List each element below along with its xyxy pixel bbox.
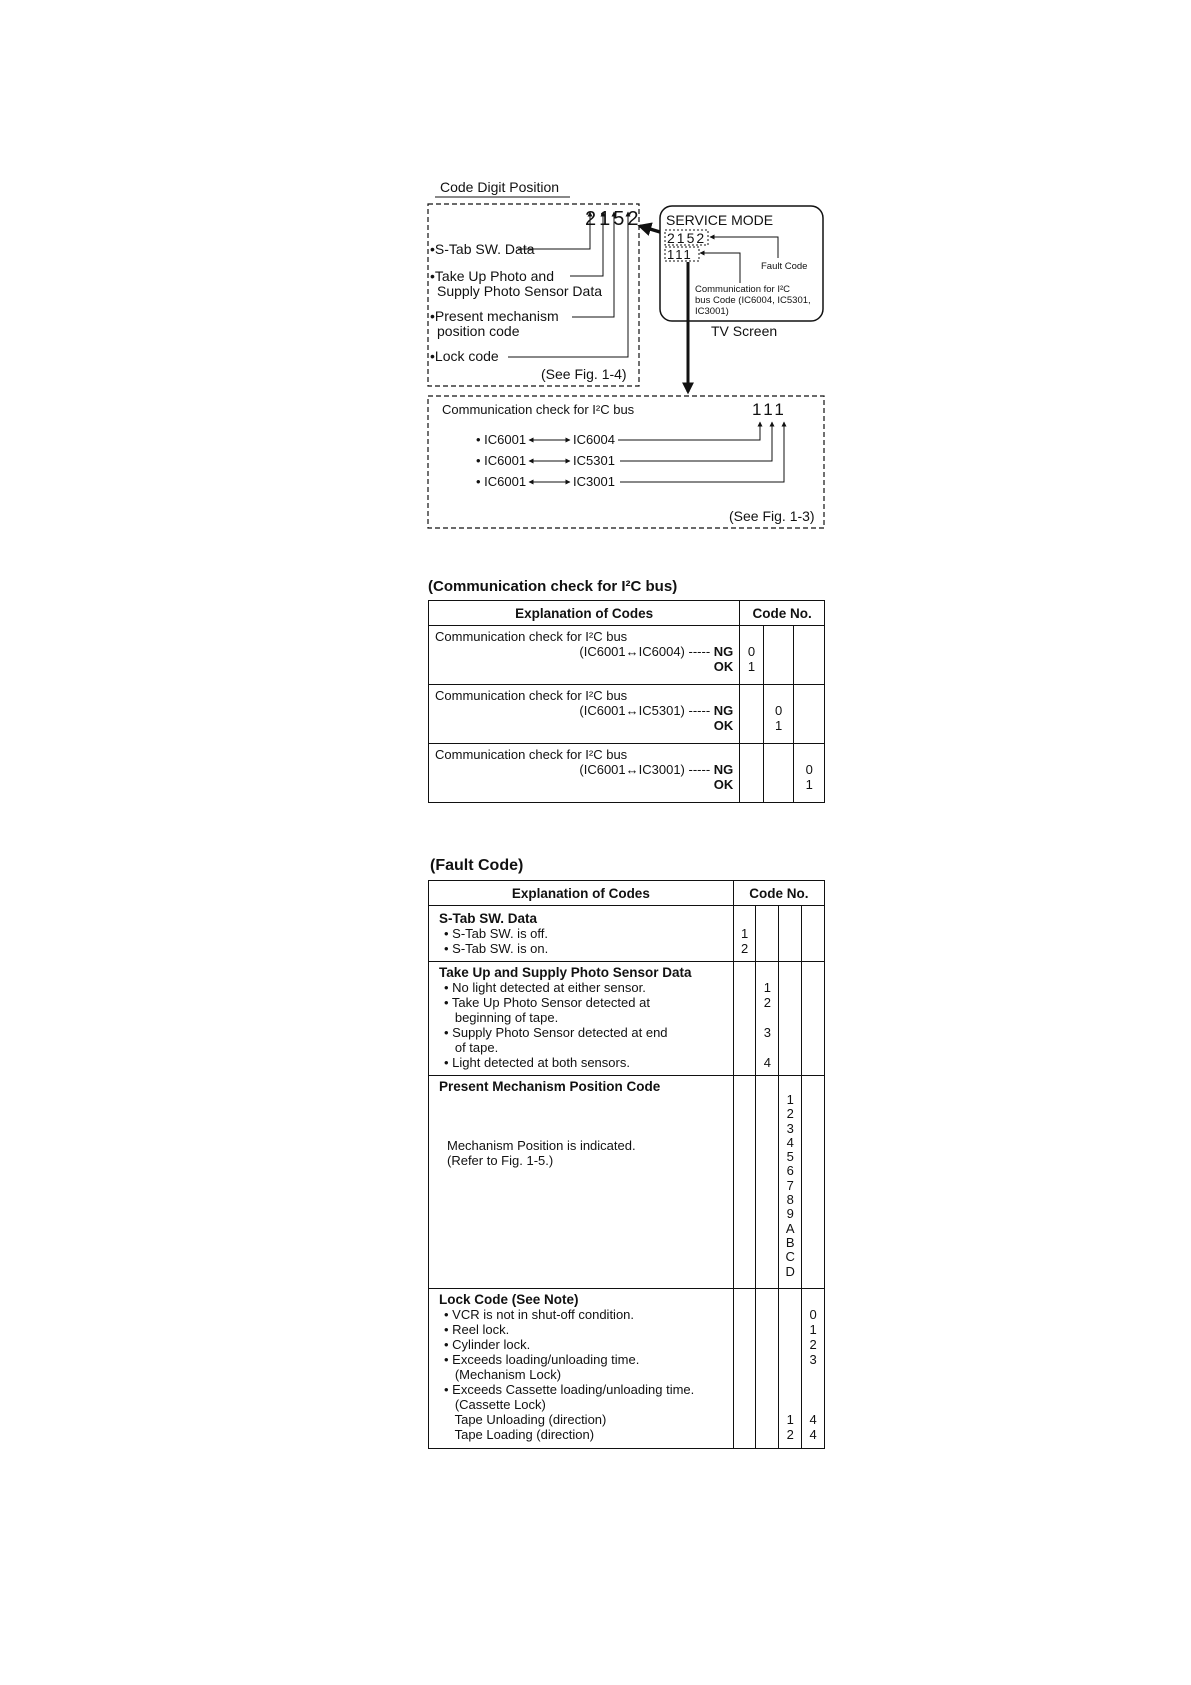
i2c-row-3-from: • IC6001 bbox=[476, 474, 527, 489]
table-row bbox=[429, 1289, 825, 1449]
stab-item-1: • S-Tab SW. is off. bbox=[444, 926, 549, 941]
mech-code-8: 8 bbox=[786, 1192, 794, 1208]
photo-code-blank-1 bbox=[756, 1010, 778, 1025]
comm-row-1-code-ng: 0 bbox=[747, 644, 756, 659]
lock-col3-9: 2 bbox=[786, 1427, 794, 1442]
lock-line-5: (Mechanism Lock) bbox=[444, 1367, 562, 1382]
entry-lock: •Lock code bbox=[430, 348, 499, 364]
i2c-row-1-to: IC6004 bbox=[573, 432, 615, 447]
photo-title: Take Up and Supply Photo Sensor Data bbox=[439, 965, 692, 980]
lock-col3-2 bbox=[779, 1322, 801, 1337]
tv-comm-label-3: IC3001) bbox=[695, 306, 729, 317]
comm-row-3-code-ok: 1 bbox=[805, 777, 813, 792]
stab-code-2: 2 bbox=[740, 941, 749, 956]
comm-row-1-label: Communication check for I²C bus bbox=[435, 629, 628, 644]
lock-col4-3: 2 bbox=[809, 1337, 817, 1352]
table-row bbox=[429, 962, 825, 1076]
stab-title: S-Tab SW. Data bbox=[439, 911, 538, 926]
mech-desc-1: Mechanism Position is indicated. bbox=[447, 1138, 636, 1153]
lock-col4-7 bbox=[802, 1397, 824, 1412]
lock-col3-5 bbox=[779, 1367, 801, 1382]
comm-table-heading: (Communication check for I²C bus) bbox=[428, 578, 678, 595]
mech-title: Present Mechanism Position Code bbox=[439, 1079, 661, 1094]
lock-col3-8: 1 bbox=[786, 1412, 794, 1427]
fault-col-explanation: Explanation of Codes bbox=[429, 881, 734, 906]
fault-table-heading: (Fault Code) bbox=[430, 857, 524, 874]
lock-line-9: Tape Loading (direction) bbox=[444, 1427, 595, 1442]
lock-line-7: (Cassette Lock) bbox=[444, 1397, 546, 1412]
lock-col4-8: 4 bbox=[809, 1412, 817, 1427]
code-value: 2152 bbox=[585, 208, 642, 230]
table-row bbox=[429, 744, 825, 803]
entry-photo-line2: Supply Photo Sensor Data bbox=[437, 283, 602, 299]
lock-col3-3 bbox=[779, 1337, 801, 1352]
mech-code-7: 7 bbox=[786, 1177, 794, 1193]
table-row bbox=[429, 626, 825, 685]
tv-screen-label: TV Screen bbox=[711, 323, 778, 339]
table-row bbox=[429, 685, 825, 744]
comm-row-2-ok: OK bbox=[713, 718, 734, 733]
photo-code-4: 4 bbox=[763, 1055, 771, 1070]
entry-stab: •S-Tab SW. Data bbox=[430, 241, 535, 257]
lock-line-4: • Exceeds loading/unloading time. bbox=[444, 1352, 640, 1367]
mech-code-6: 6 bbox=[786, 1163, 794, 1179]
i2c-row-1-from: • IC6001 bbox=[476, 432, 527, 447]
photo-code-2: 2 bbox=[763, 995, 771, 1010]
comm-col-explanation: Explanation of Codes bbox=[429, 601, 740, 626]
comm-row-3-code-ng: 0 bbox=[805, 762, 813, 777]
entry-mech-line2: position code bbox=[437, 323, 520, 339]
fault-table bbox=[428, 880, 825, 1449]
mech-code-5: 5 bbox=[786, 1149, 794, 1165]
mech-code-1: 1 bbox=[786, 1092, 794, 1107]
comm-row-2-label: Communication check for I²C bus bbox=[435, 688, 628, 703]
mech-code-b: B bbox=[785, 1234, 795, 1250]
photo-code-3: 3 bbox=[763, 1025, 771, 1040]
mech-code-a: A bbox=[785, 1220, 795, 1236]
lock-col4-4: 3 bbox=[809, 1352, 817, 1367]
tv-fault-code-label: Fault Code bbox=[761, 261, 808, 272]
entry-mech-line1: •Present mechanism bbox=[430, 308, 559, 324]
lock-line-2: • Reel lock. bbox=[444, 1322, 510, 1337]
comm-row-3-pair: (IC6001↔IC3001) ----- bbox=[579, 762, 711, 777]
tv-i2c-value: 111 bbox=[667, 247, 693, 262]
comm-row-3-ng: NG bbox=[713, 762, 734, 777]
lock-col4-9: 4 bbox=[809, 1427, 817, 1442]
see-fig-1-3: (See Fig. 1-3) bbox=[729, 508, 815, 524]
i2c-row-2-from: • IC6001 bbox=[476, 453, 527, 468]
i2c-row-2-to: IC5301 bbox=[573, 453, 615, 468]
stab-code-1: 1 bbox=[740, 926, 749, 941]
photo-line-4: • Supply Photo Sensor detected at end bbox=[444, 1025, 668, 1040]
mech-code-9: 9 bbox=[786, 1206, 794, 1222]
lock-col3-4 bbox=[779, 1352, 801, 1367]
lock-col4-5 bbox=[802, 1367, 824, 1382]
photo-code-1: 1 bbox=[763, 980, 771, 995]
mech-code-2: 2 bbox=[786, 1106, 794, 1122]
comm-row-1-code-ok: 1 bbox=[747, 659, 756, 674]
i2c-box-title: Communication check for I²C bus bbox=[442, 402, 635, 417]
comm-row-3-label: Communication check for I²C bus bbox=[435, 747, 628, 762]
lock-col4-1: 0 bbox=[809, 1307, 817, 1322]
comm-row-1-ok: OK bbox=[713, 659, 734, 674]
code-digit-position-label: Code Digit Position bbox=[440, 179, 560, 195]
comm-row-2-pair: (IC6001↔IC5301) ----- bbox=[579, 703, 711, 718]
i2c-box-value: 111 bbox=[752, 400, 787, 419]
comm-row-1-pair: (IC6001↔IC6004) ----- bbox=[579, 644, 711, 659]
comm-row-2-code-ng: 0 bbox=[774, 703, 783, 718]
entry-photo-line1: •Take Up Photo and bbox=[430, 268, 554, 284]
i2c-row-3-to: IC3001 bbox=[573, 474, 615, 489]
lock-line-8: Tape Unloading (direction) bbox=[444, 1412, 607, 1427]
comm-col-code: Code No. bbox=[740, 601, 825, 626]
tv-comm-label-1: Communication for I²C bbox=[695, 284, 791, 295]
comm-row-2-code-ok: 1 bbox=[774, 718, 783, 733]
photo-code-blank-2 bbox=[756, 1040, 778, 1055]
photo-line-1: • No light detected at either sensor. bbox=[444, 980, 646, 995]
tv-service-mode-title: SERVICE MODE bbox=[666, 212, 774, 228]
lock-col4-6 bbox=[802, 1382, 824, 1397]
comm-row-1-ng: NG bbox=[713, 644, 734, 659]
mech-code-4: 4 bbox=[786, 1134, 794, 1150]
table-row bbox=[429, 906, 825, 962]
lock-line-1: • VCR is not in shut-off condition. bbox=[444, 1307, 635, 1322]
photo-line-6: • Light detected at both sensors. bbox=[444, 1055, 630, 1070]
mech-code-3: 3 bbox=[786, 1120, 794, 1136]
fault-col-code: Code No. bbox=[733, 881, 824, 906]
mech-code-d: D bbox=[785, 1263, 795, 1279]
mech-desc-2: (Refer to Fig. 1-5.) bbox=[447, 1153, 554, 1168]
lock-col3-7 bbox=[779, 1397, 801, 1412]
comm-row-3-ok: OK bbox=[713, 777, 734, 792]
photo-line-5: of tape. bbox=[444, 1040, 499, 1055]
comm-table bbox=[428, 600, 825, 803]
lock-line-6: • Exceeds Cassette loading/unloading time. bbox=[444, 1382, 695, 1397]
stab-item-2: • S-Tab SW. is on. bbox=[444, 941, 549, 956]
comm-row-2-ng: NG bbox=[713, 703, 734, 718]
mech-code-c: C bbox=[785, 1249, 795, 1265]
tv-fault-value: 2152 bbox=[667, 230, 707, 246]
photo-line-3: beginning of tape. bbox=[444, 1010, 559, 1025]
photo-line-2: • Take Up Photo Sensor detected at bbox=[444, 995, 650, 1010]
tv-comm-label-2: bus Code (IC6004, IC5301, bbox=[695, 295, 811, 306]
table-row bbox=[429, 1076, 825, 1289]
lock-title: Lock Code (See Note) bbox=[439, 1292, 579, 1307]
lock-line-3: • Cylinder lock. bbox=[444, 1337, 531, 1352]
lock-col3-6 bbox=[779, 1382, 801, 1397]
lock-col3-1 bbox=[779, 1307, 801, 1322]
see-fig-1-4: (See Fig. 1-4) bbox=[541, 366, 627, 382]
lock-col4-2: 1 bbox=[809, 1322, 817, 1337]
